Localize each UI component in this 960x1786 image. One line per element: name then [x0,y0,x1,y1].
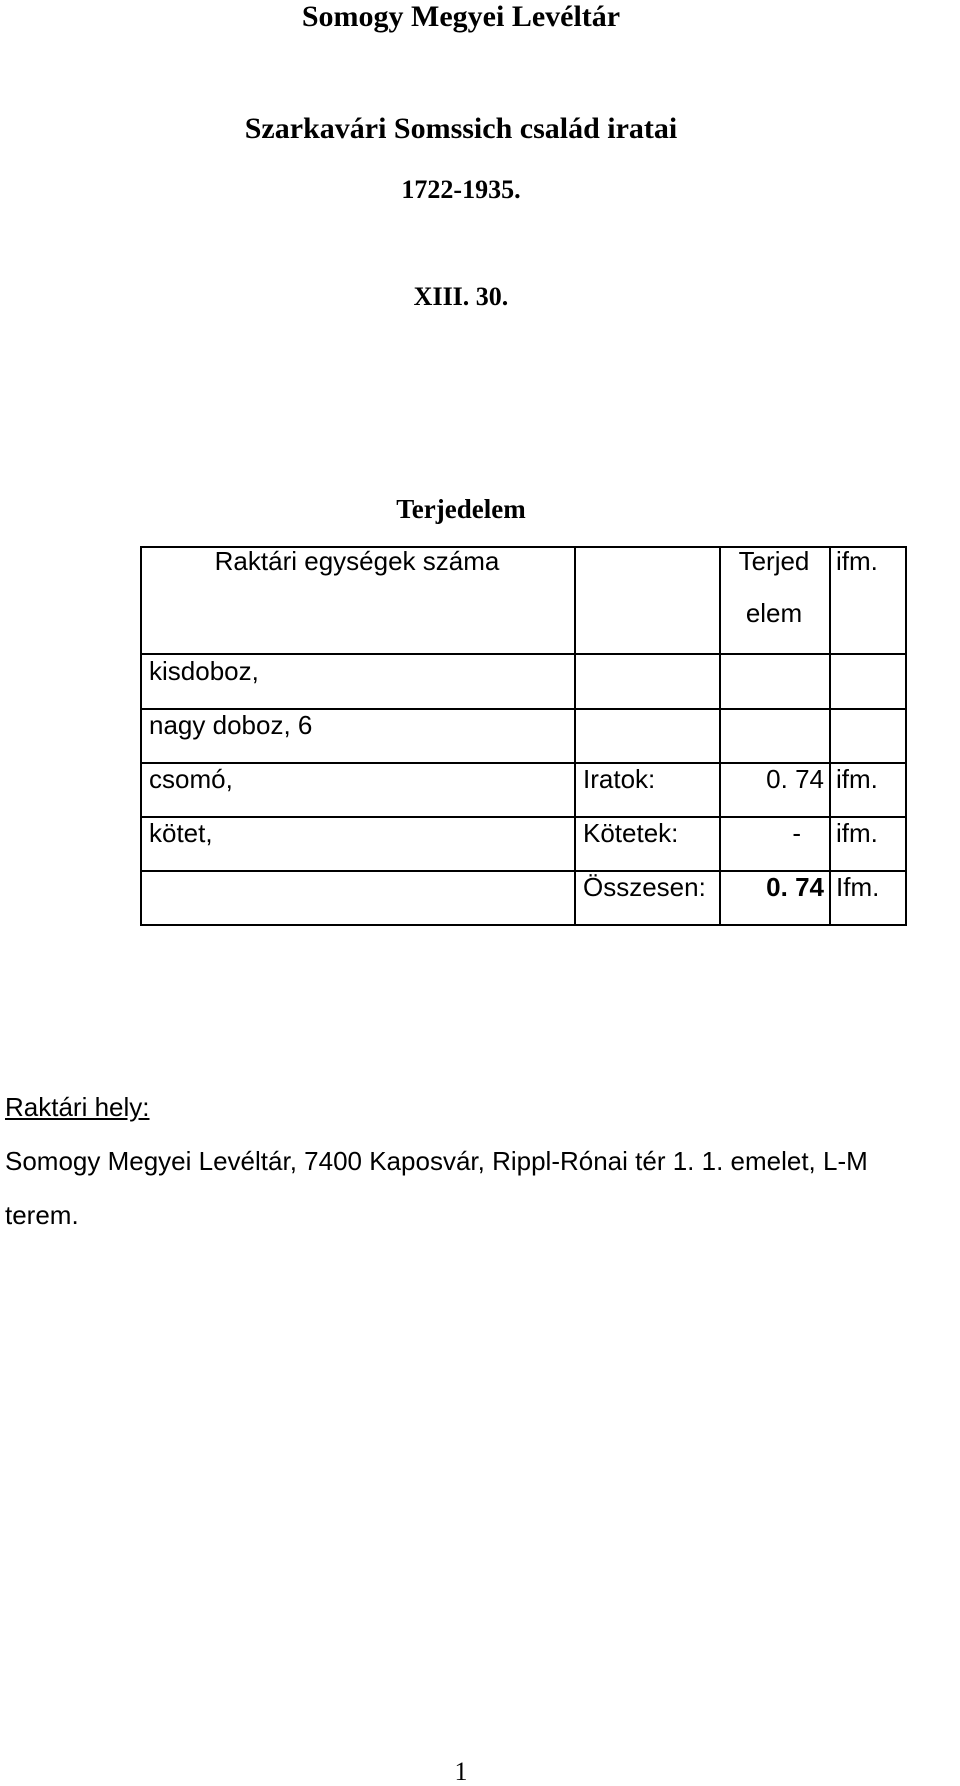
collection-title: Szarkavári Somssich család iratai [244,112,678,145]
unit-type-bundle: csomó, [149,764,233,794]
date-range: 1722-1935. [401,175,521,204]
documents-label: Iratok: [583,764,656,794]
total-unit: Ifm. [836,872,880,902]
total-value: 0. 74 [766,872,824,902]
extent-header-line1: Terjed [738,546,810,576]
table-rule [140,924,907,926]
unit-type-large-box: nagy doboz, 6 [149,710,313,740]
table-rule [829,546,831,926]
volumes-value: - [792,818,801,848]
extent-table [140,546,907,926]
table-rule [140,546,142,926]
extent-header-line2: elem [745,598,803,628]
total-label: Összesen: [583,872,706,902]
storage-address: Somogy Megyei Levéltár, 7400 Kaposvár, Rippl-Rónai tér 1. 1. emelet, L-M [5,1146,868,1176]
storage-location-label: Raktári hely: [5,1092,150,1122]
storage-address-continued: terem. [5,1200,79,1230]
documents-unit: ifm. [836,764,878,794]
table-rule [140,653,907,655]
unit-type-small-box: kisdoboz, [149,656,259,686]
volumes-label: Kötetek: [583,818,679,848]
unit-type-volume: kötet, [149,818,213,848]
volumes-unit: ifm. [836,818,878,848]
documents-value: 0. 74 [766,764,824,794]
table-rule [905,546,907,926]
page-number: 1 [454,1757,468,1786]
fond-code: XIII. 30. [413,282,509,311]
table-rule [574,546,576,926]
unit-header: ifm. [836,546,878,576]
archive-name: Somogy Megyei Levéltár [301,0,621,33]
units-count-header: Raktári egységek száma [214,546,500,576]
extent-heading: Terjedelem [396,494,526,524]
